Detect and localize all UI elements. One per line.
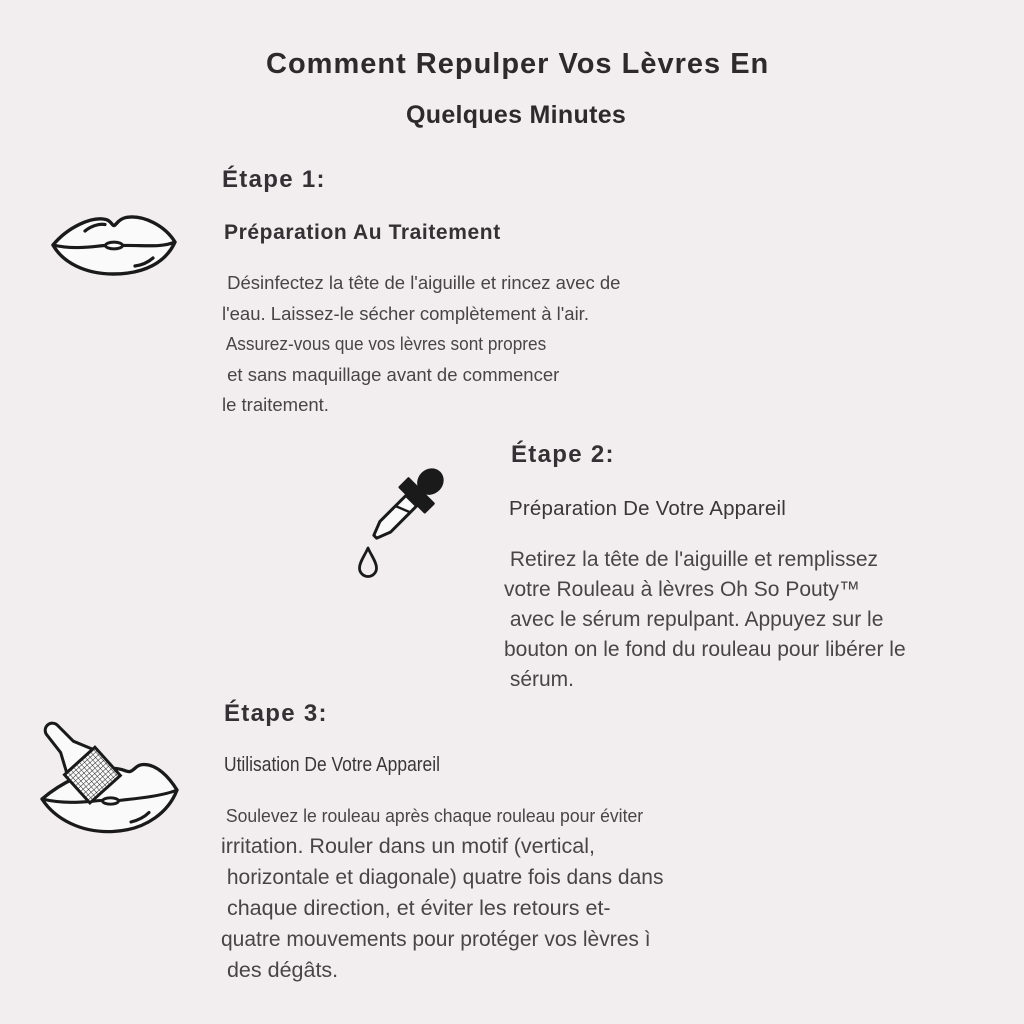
step2-body-line: sérum. (504, 668, 575, 691)
step3-heading: Étape 3: (224, 700, 328, 727)
step3-body-line: quatre mouvements pour protéger vos lèvres ì (221, 928, 651, 951)
step1-body-line: le traitement. (222, 394, 329, 415)
step2-heading: Étape 2: (511, 441, 615, 468)
step3-body (221, 800, 665, 986)
step2-body-line: bouton on le fond du rouleau pour libérer le (504, 638, 906, 661)
page-subtitle: Quelques Minutes (406, 101, 627, 129)
step2-subheading: Préparation De Votre Appareil (509, 497, 787, 520)
step2-body (504, 545, 906, 695)
step2-body-line: avec le sérum repulpant. Appuyez sur le (504, 608, 884, 631)
step3-body-line: Soulevez le rouleau après chaque rouleau pour éviter (221, 805, 644, 826)
step3-body-line: chaque direction, et éviter les retours et- (221, 896, 611, 920)
step1-body-line: et sans maquillage avant de commencer (222, 363, 560, 385)
lips-icon (48, 203, 180, 285)
step1-body-line: Désinfectez la tête de l'aiguille et rincez avec de (222, 272, 621, 293)
dropper-icon (350, 462, 458, 587)
step1-heading: Étape 1: (222, 166, 326, 193)
step1-body (222, 268, 620, 421)
step3-body-line: irritation. Rouler dans un motif (vertical, (221, 834, 596, 858)
step3-subheading: Utilisation De Votre Appareil (224, 753, 440, 776)
step3-body-line: horizontale et diagonale) quatre fois dans dans (221, 866, 664, 889)
step2-body-line: votre Rouleau à lèvres Oh So Pouty™ (504, 578, 861, 601)
step3-body-line: des dégâts. (221, 958, 339, 982)
step2-body-line: Retirez la tête de l'aiguille et remplissez (504, 548, 879, 571)
lip-roller-icon (30, 700, 185, 848)
step1-body-line: Assurez-vous que vos lèvres sont propres (222, 333, 547, 354)
page-title: Comment Repulper Vos Lèvres En (266, 48, 770, 80)
step1-subheading: Préparation Au Traitement (224, 221, 501, 244)
step1-body-line: l'eau. Laissez-le sécher complètement à l'air. (222, 302, 589, 324)
